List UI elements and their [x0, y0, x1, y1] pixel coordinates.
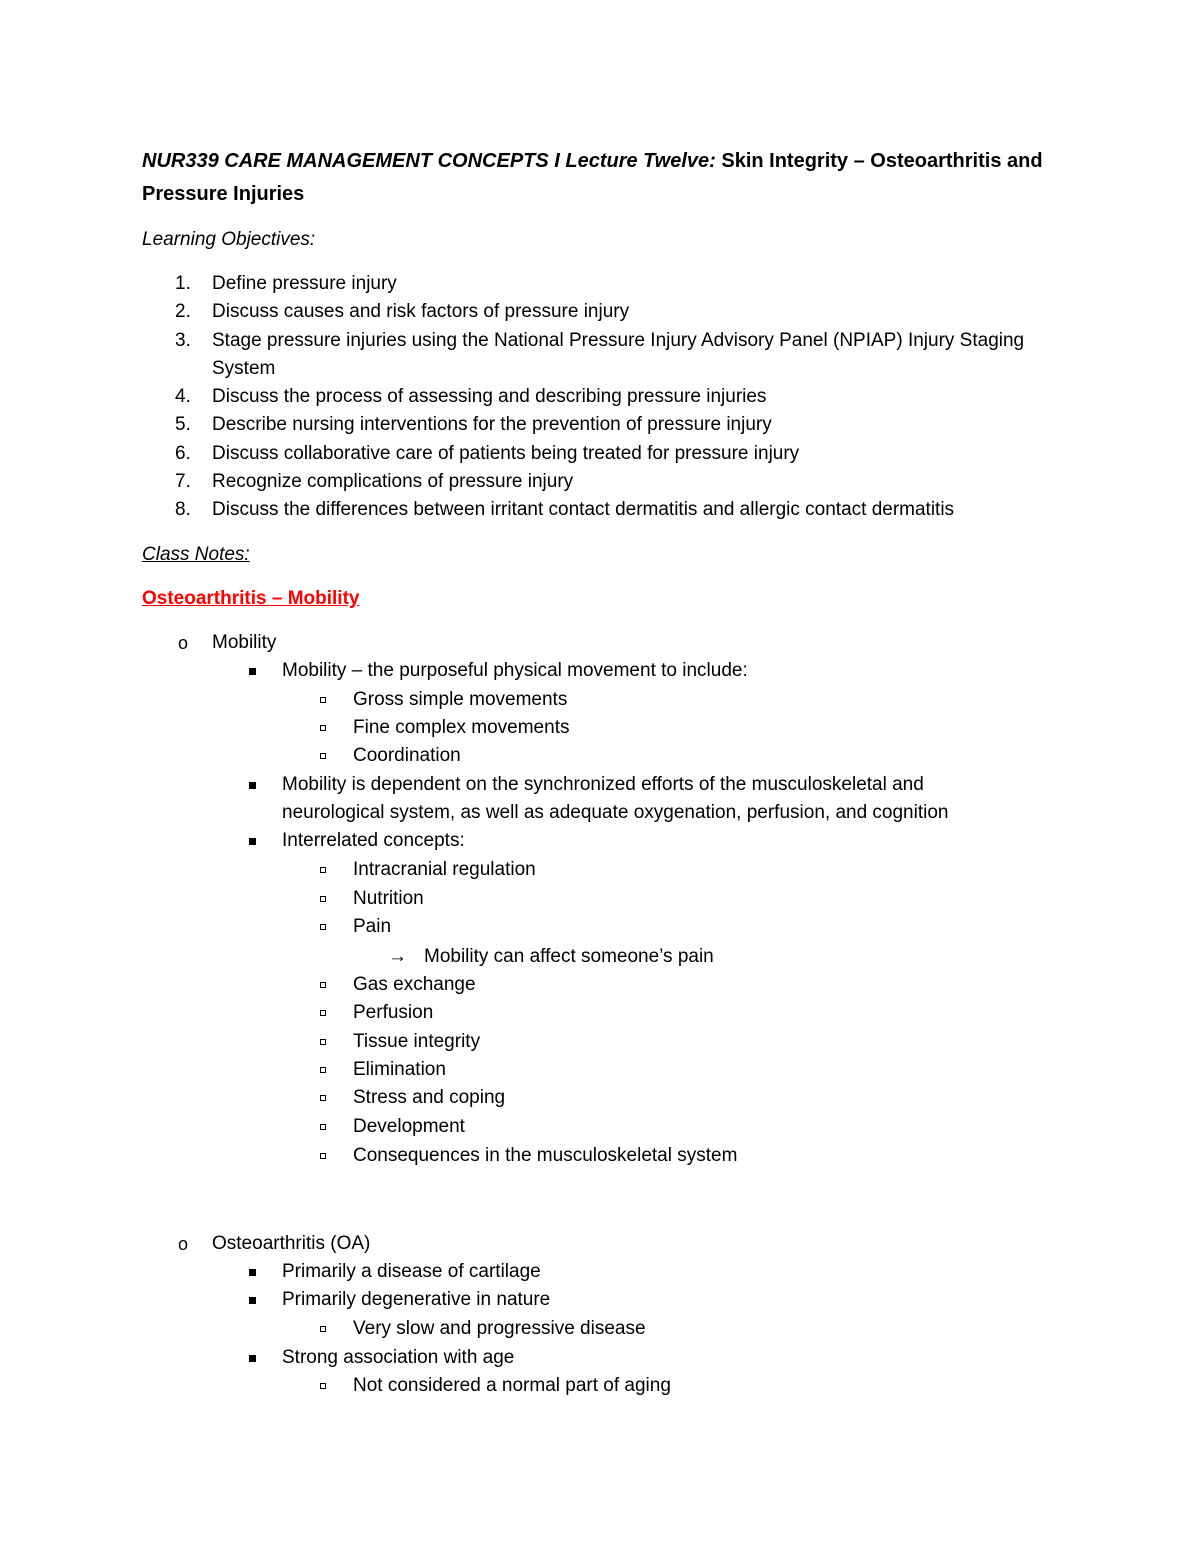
list-item: Primarily degenerative in nature — [282, 1289, 551, 1310]
document-title — [142, 145, 1062, 211]
list-item: Perfusion — [353, 1002, 434, 1023]
hollow-square-bullet-icon — [320, 697, 326, 703]
hollow-square-bullet-icon — [320, 1067, 326, 1073]
hollow-square-bullet-icon — [320, 982, 326, 988]
objective-item-continued: System — [212, 358, 276, 379]
square-bullet-icon — [249, 1355, 256, 1362]
hollow-square-bullet-icon — [320, 753, 326, 759]
objective-number: 8. — [175, 499, 191, 520]
hollow-square-bullet-icon — [320, 1326, 326, 1332]
square-bullet-icon — [249, 668, 256, 675]
objective-number: 6. — [175, 443, 191, 464]
objective-item: Define pressure injury — [212, 273, 397, 294]
objective-item: Describe nursing interventions for the prevention of pressure injury — [212, 414, 772, 435]
hollow-square-bullet-icon — [320, 1383, 326, 1389]
square-bullet-icon — [249, 1297, 256, 1304]
list-item: Elimination — [353, 1059, 446, 1080]
arrow-right-icon: → — [388, 946, 407, 967]
list-item: Interrelated concepts: — [282, 830, 465, 851]
hollow-square-bullet-icon — [320, 1039, 326, 1045]
square-bullet-icon — [249, 838, 256, 845]
objectives-label: Learning Objectives: — [142, 229, 316, 250]
title-course: NUR339 CARE MANAGEMENT CONCEPTS I Lecture Twelve: — [142, 150, 716, 172]
list-item: Tissue integrity — [353, 1031, 481, 1052]
list-item: Development — [353, 1116, 465, 1137]
circle-bullet-icon: o — [178, 633, 189, 653]
list-item: Consequences in the musculoskeletal system — [353, 1145, 738, 1166]
list-item: Mobility – the purposeful physical movement to include: — [282, 660, 748, 681]
objective-number: 4. — [175, 386, 191, 407]
section-heading: Osteoarthritis – Mobility — [142, 588, 360, 609]
class-notes-label: Class Notes: — [142, 544, 250, 565]
objective-number: 3. — [175, 330, 191, 351]
hollow-square-bullet-icon — [320, 867, 326, 873]
hollow-square-bullet-icon — [320, 896, 326, 902]
list-item: Not considered a normal part of aging — [353, 1375, 671, 1396]
list-item: Nutrition — [353, 888, 424, 909]
hollow-square-bullet-icon — [320, 924, 326, 930]
objective-item: Discuss collaborative care of patients being treated for pressure injury — [212, 443, 800, 464]
objective-number: 5. — [175, 414, 191, 435]
list-item: Intracranial regulation — [353, 859, 536, 880]
objective-item: Recognize complications of pressure injury — [212, 471, 574, 492]
list-item: Fine complex movements — [353, 717, 570, 738]
list-item: Pain — [353, 916, 392, 937]
hollow-square-bullet-icon — [320, 725, 326, 731]
list-item: Gas exchange — [353, 974, 476, 995]
hollow-square-bullet-icon — [320, 1124, 326, 1130]
square-bullet-icon — [249, 1269, 256, 1276]
hollow-square-bullet-icon — [320, 1153, 326, 1159]
square-bullet-icon — [249, 782, 256, 789]
objective-number: 2. — [175, 301, 191, 322]
list-item-note: Mobility can affect someone’s pain — [424, 946, 714, 967]
list-item-continued: neurological system, as well as adequate oxygenation, perfusion, and cognition — [282, 802, 949, 823]
list-item: Very slow and progressive disease — [353, 1318, 646, 1339]
list-item-osteoarthritis: Osteoarthritis (OA) — [212, 1233, 371, 1254]
objective-number: 7. — [175, 471, 191, 492]
title-topic: Skin Integrity – Osteoarthritis and Pressure Injuries — [142, 150, 1043, 205]
objective-item: Discuss the differences between irritant contact dermatitis and allergic contact dermatitis — [212, 499, 955, 520]
list-item: Primarily a disease of cartilage — [282, 1261, 541, 1282]
objective-item: Stage pressure injuries using the National Pressure Injury Advisory Panel (NPIAP) Injury Staging — [212, 330, 1025, 351]
objective-item: Discuss the process of assessing and describing pressure injuries — [212, 386, 767, 407]
hollow-square-bullet-icon — [320, 1095, 326, 1101]
list-item: Coordination — [353, 745, 461, 766]
objective-item: Discuss causes and risk factors of pressure injury — [212, 301, 630, 322]
list-item: Gross simple movements — [353, 689, 568, 710]
objective-number: 1. — [175, 273, 191, 294]
list-item: Mobility is dependent on the synchronized efforts of the musculoskeletal and — [282, 774, 924, 795]
list-item-mobility: Mobility — [212, 632, 277, 653]
hollow-square-bullet-icon — [320, 1010, 326, 1016]
list-item: Stress and coping — [353, 1087, 506, 1108]
circle-bullet-icon: o — [178, 1234, 189, 1254]
list-item: Strong association with age — [282, 1347, 515, 1368]
